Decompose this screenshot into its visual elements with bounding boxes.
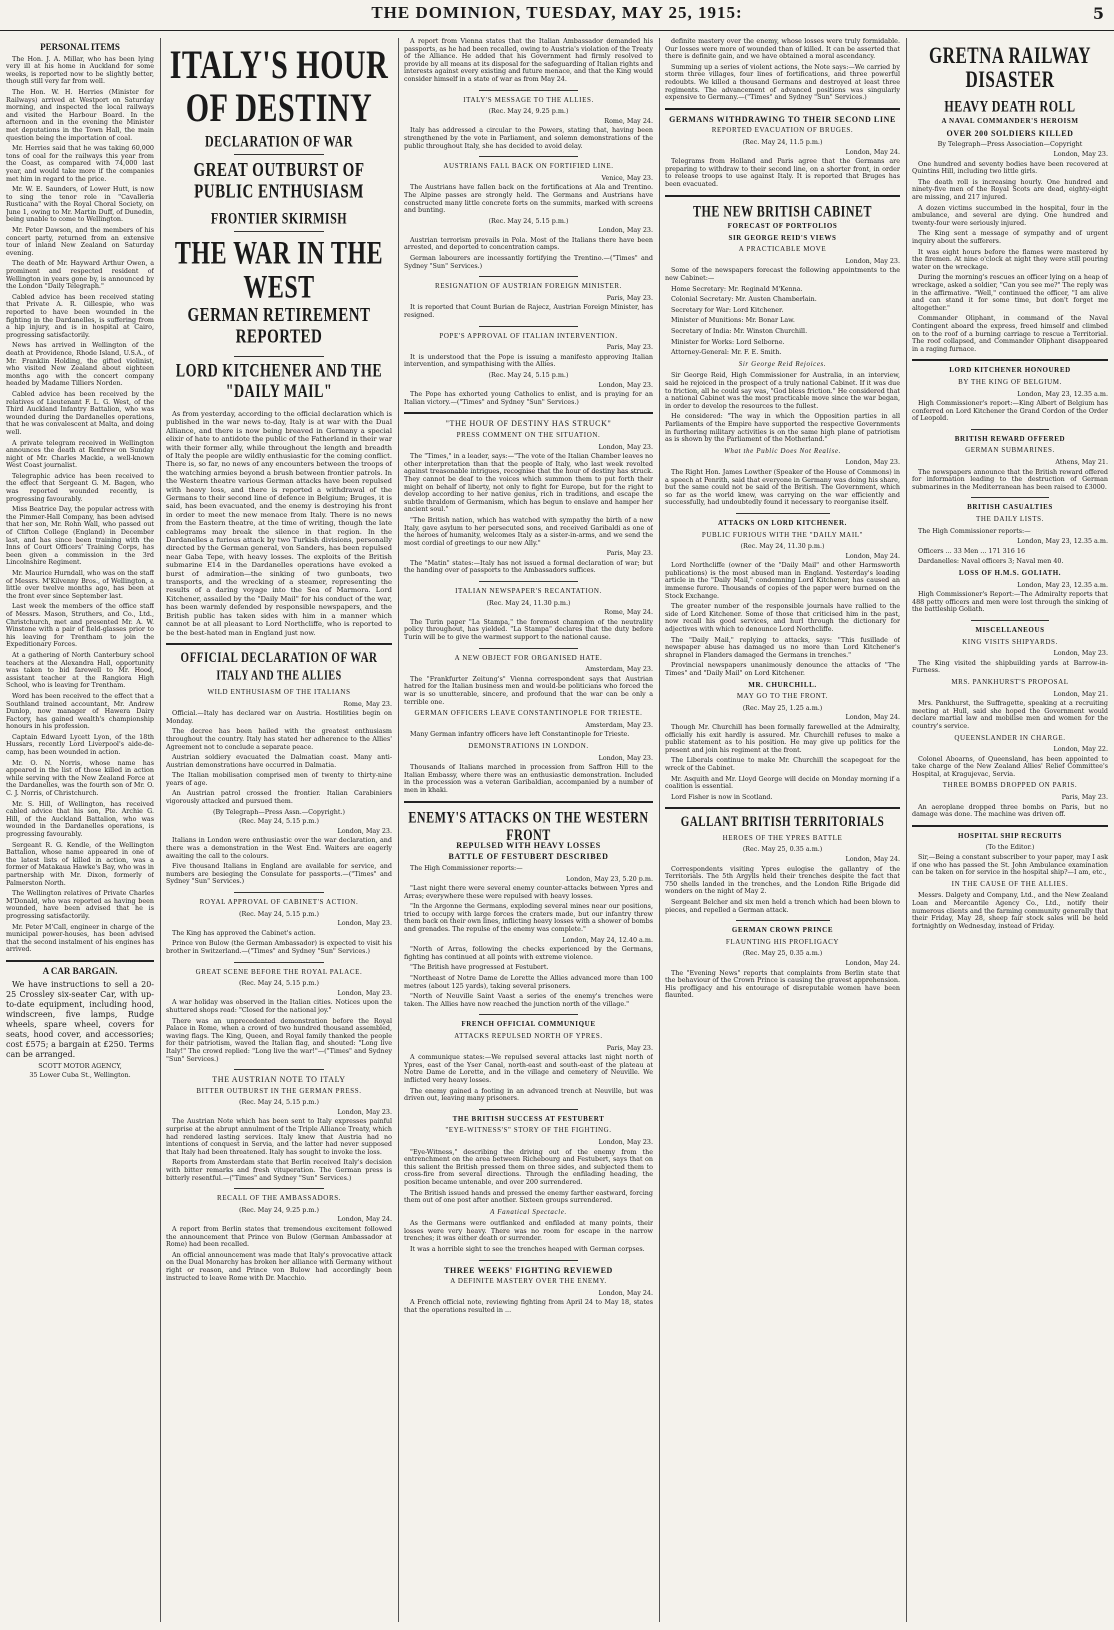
dateline: London, May 23.: [1053, 150, 1108, 159]
article-text: Sir George Reid, High Commissioner for Australia, in an interview, said he rejoiced in the prospect of a truly national Cabinet. If it was due to friction, all he could say was, "God bless friction." He considered that a national Cabinet was the most practicable move since the war began, in order to develop the resources to the fullest.: [665, 371, 900, 410]
article-text: An Austrian patrol crossed the frontier. Italian Carabiniers vigorously attacked and pursued them.: [166, 789, 392, 806]
article-text: "Northeast of Notre Dame de Lorette the Allies advanced more than 100 metres (about 125 yards), taking several prisoners.: [404, 974, 653, 990]
article-text: It is reported that Count Burian de Rajecz, Austrian Foreign Minister, has resigned.: [404, 303, 653, 320]
personal-item: Mr. S. Hill, of Wellington, has received cabled advice that his son, Pte. Archie G. Hill, of the Auckland Battalion, who was wounded in the Dardanelles operations, is progressing favourably.: [6, 799, 154, 838]
subheading: LOSS OF H.M.S. GOLIATH.: [958, 569, 1062, 577]
personal-item: Word has been received to the effect that a Southland trained accountant, Mr. Andrew Dunlop, now manager of Hawera Dairy Factory, has gained wealth's championship honours in his profession.: [6, 691, 154, 731]
column-personal-items: [6, 38, 154, 1622]
article-text: High Commissioner's Report:—The Admiralty reports that 488 petty officers and men were lost through the sinking of the battleship Goliath.: [912, 590, 1108, 614]
received-time: (Rec. May 24, 9.25 p.m.): [488, 107, 569, 116]
personal-item: The Wellington relatives of Private Charles M'Donald, who was reported as having been wounded, have been advised that he is progressing satisfactorily.: [6, 889, 154, 920]
article-text: Some of the newspapers forecast the following appointments to the new Cabinet:—: [665, 266, 900, 283]
received-time: (Rec. May 24, 5.15 p.m.): [239, 909, 319, 918]
dateline: London, May 23.: [337, 1107, 392, 1116]
subheading: RESIGNATION OF AUSTRIAN FOREIGN MINISTER.: [435, 282, 622, 291]
article-text: There was an unprecedented demonstration before the Royal Palace in Rome, when a crowd of two hundred thousand assembled, waving flags. The King, Queen, and Royal family thanked the people for their patriotism, waved the Italian flag, and shouted: "Long live Italy!" The crowd replied: "Long live the war!"—("Times" and Sydney "Sun" Services.): [166, 1016, 392, 1063]
subheading: POPE'S APPROVAL OF ITALIAN INTERVENTION.: [439, 331, 618, 340]
headline: GERMAN RETIREMENT REPORTED: [187, 304, 371, 348]
section-heading: PERSONAL ITEMS: [40, 42, 120, 52]
article-text: Italy has addressed a circular to the Powers, stating that, having been strengthened by the vote in Parliament, and solemn demonstrations of the public throughout Italy, she has decided to avoid delay.: [404, 126, 653, 150]
cabinet-appointment: Home Secretary: Mr. Reginald M'Kenna.: [671, 284, 803, 293]
article-text: The British issued hands and pressed the enemy farther eastward, forcing them out of one post after another. Sixteen groups surrendered.: [404, 1188, 653, 1205]
article-text: Commander Oliphant, in command of the Naval Contingent aboard the express, freed himself and climbed on to the roof of a burning carriage to rescue a Territorial. The roof collapsed, and Commander Oliphant disappeared in a raging furnace.: [912, 314, 1108, 353]
subheading: MISCELLANEOUS: [975, 625, 1045, 634]
subheading: LORD KITCHENER HONOURED: [949, 366, 1071, 375]
received-time: (Rec. May 24, 5.15 p.m.): [239, 817, 319, 826]
dateline: London, May 23.: [598, 442, 653, 451]
article-text: The "Daily Mail," replying to attacks, says: "This fusillade of newspaper abuse has damaged us no more than Lord Kitchener's shrapnel in Flanders damaged the Germans in trenches.": [665, 635, 900, 659]
article-text: The Turin paper "La Stampa," the foremost champion of the neutrality policy throughout, has yielded. "La Stampa" declares that the duty before Turin will be to give the warmest support to the national cause.: [404, 617, 653, 642]
article-text: Lord Northcliffe (owner of the "Daily Mail" and other Harmsworth publications) is the most abused man in England. Yesterday's leading article in the "Daily Mail," condemning Lord Kitchener, has caused an immense furore. Thousands of copies of the paper were burned on the Stock Exchange.: [665, 561, 900, 600]
article-text: One hundred and seventy bodies have been recovered at Quintins Hill, including two little girls.: [912, 159, 1108, 176]
subheading: QUEENSLANDER IN CHARGE.: [954, 733, 1066, 742]
dateline: London, May 23, 12.35 a.m.: [1017, 537, 1108, 546]
headline-gretna: GRETNA RAILWAY DISASTER: [928, 42, 1092, 93]
article-text: Reports from Amsterdam state that Berlin received Italy's decision with bitter remarks and fresh vituperation. The German press is bitterly resentful.—("Times" and Sydney "Sun" Services.): [166, 1158, 392, 1182]
received-time: (Rec. May 24, 5.15 p.m.): [488, 371, 569, 379]
article-text: The decree has been hailed with the greatest enthusiasm throughout the country. Italy has stated her adherence to the Allies' Agreement not to conclude a separate peace.: [166, 727, 392, 751]
article-text: definite mastery over the enemy, whose losses were truly formidable. Our losses were more of wounded than of killed. It can be asserted that there is definite gain, and we have obtained a moral ascendancy.: [665, 38, 900, 61]
article-text: The "Matin" states:—Italy has not issued a formal declaration of war; but the handing over of passports to the Ambassadors suffices.: [404, 558, 653, 575]
article-text: The Liberals continue to make Mr. Churchill the scapegoat for the wreck of the Cabinet.: [665, 756, 900, 772]
dateline: London, May 23.: [598, 380, 653, 389]
received-time: (Rec. May 25, 1.25 a.m.): [742, 703, 823, 712]
article-text: It was eight hours before the flames were mastered by the firemen. At nine o'clock at night they were still pouring water on the wreckage.: [912, 247, 1108, 271]
subheading: THREE WEEKS' FIGHTING REVIEWED: [444, 1265, 613, 1275]
article-text: The Right Hon. James Lowther (Speaker of the House of Commons) in a speech at Penrith, said that everyone in Germany was doing his share, but the same could not be said of the British. The Government, which so far as the world knew, was carrying on the war efficiently and successfully, had undoubtedly found it necessary to reorganise itself.: [665, 467, 900, 507]
article-text: The King has approved the Cabinet's action.: [172, 928, 316, 937]
article-text: The High Commissioner reports:—: [918, 526, 1031, 535]
dateline: London, May 23.: [337, 826, 392, 835]
headline: THE WAR IN THE WEST: [174, 236, 384, 306]
dateline: London, May 23, 5.20 p.m.: [566, 874, 653, 883]
article-text: Many German infantry officers have left Constantinople for Trieste.: [410, 730, 630, 739]
dateline: London, May 22.: [1053, 745, 1108, 754]
subheading: FORECAST OF PORTFOLIOS: [727, 222, 838, 231]
personal-item: At a gathering of North Canterbury school teachers at the Alexandra Hall, opportunity was taken to bid farewell to Mr. Hood, assistant teacher at the Rangiora High School, who is leaving for Trentham.: [6, 650, 154, 690]
headline-new-cabinet: THE NEW BRITISH CABINET: [693, 201, 872, 221]
personal-item: The Hon. W. H. Herries (Minister for Railways) arrived at Westport on Saturday morning, and inspected the local railways and visited the Harbour Board. In the afternoon and in the evening the Minister met deputations in the Town Hall, the main question being the importation of coal.: [6, 87, 154, 142]
subheading: REPULSED WITH HEAVY LOSSES: [456, 840, 601, 850]
article-text: The King visited the shipbuilding yards at Barrow-in-Furness.: [912, 658, 1108, 675]
subheading: HEROES OF THE YPRES BATTLE: [722, 833, 843, 842]
article-text: A report from Vienna states that the Italian Ambassador demanded his passports, as he had been recalled, owing to Austria's violation of the Treaty of the Alliance. He added that his Government had firmly resolved to provide by all means at its disposal for the safeguarding of Italian rights and interests against every existing and future menace, and that the King would consider himself in a state of war as from May 24.: [404, 38, 653, 83]
subheading: WILD ENTHUSIASM OF THE ITALIANS: [207, 687, 351, 696]
dateline: Rome, May 23.: [343, 699, 392, 708]
cabinet-list: [665, 286, 900, 357]
personal-item: A private telegram received in Wellington announces the death at Renfrew on Sunday night of Mr. Charles Mackie, a well-known West Coast journalist.: [6, 438, 154, 470]
dateline: London, May 23, 12.35 a.m.: [1017, 580, 1108, 589]
article-text: A war holiday was observed in the Italian cities. Notices upon the shuttered shops read: "Closed for the national joy.": [166, 998, 392, 1014]
article-text: Prince von Bulow (the German Ambassador) is expected to visit his brother in Switzerland.—("Times" and Sydney "Sun" Services.): [166, 939, 392, 955]
ad-title: A CAR BARGAIN.: [42, 965, 118, 976]
dateline: London, May 24, 12.40 a.m.: [562, 935, 653, 944]
dateline: London, May 24.: [845, 855, 900, 864]
article-text: Dardanelles: Naval officers 3; Naval men 40.: [918, 557, 1064, 566]
subheading: ATTACKS ON LORD KITCHENER.: [718, 518, 847, 527]
newspaper-title: THE DOMINION, TUESDAY, MAY 25, 1915:: [371, 3, 743, 22]
article-text: It is understood that the Pope is issuing a manifesto approving Italian intervention, and sympathising with the Allies.: [404, 352, 653, 369]
dateline: London, May 23.: [598, 226, 653, 235]
ad-signature: SCOTT MOTOR AGENCY,: [38, 1061, 122, 1070]
personal-item: The death of Mr. Hayward Arthur Owen, a prominent and respected resident of Wellington in years gone by, is announced by the London "Daily Telegraph.": [6, 259, 154, 291]
dateline: London, May 24.: [598, 1288, 653, 1297]
subheading: AUSTRIANS FALL BACK ON FORTIFIED LINE.: [443, 162, 614, 171]
subheading: BATTLE OF FESTUBERT DESCRIBED: [448, 852, 609, 862]
column-cables: [404, 38, 653, 1622]
subheading: ITALIAN NEWSPAPER'S RECANTATION.: [455, 587, 602, 596]
subheading: BITTER OUTBURST IN THE GERMAN PRESS.: [196, 1086, 362, 1095]
cabinet-appointment: Secretary of India: Mr. Winston Churchill.: [671, 327, 808, 336]
dateline: London, May 24.: [845, 551, 900, 560]
column-gretna: [912, 38, 1108, 1622]
subheading: BY THE KING OF BELGIUM.: [958, 377, 1062, 386]
dateline: Paris, May 23.: [1061, 793, 1108, 802]
subheading: A PRACTICABLE MOVE: [738, 245, 827, 254]
dateline: London, May 24.: [845, 958, 900, 967]
personal-item: Mr. Peter M'Call, engineer in charge of the municipal power-houses, has been advised that the second instalment of his engines has arrived.: [6, 922, 154, 954]
subheading: KING VISITS SHIPYARDS.: [962, 637, 1058, 646]
dateline: Paris, May 23.: [606, 1043, 653, 1052]
headline: ITALY AND THE ALLIES: [216, 669, 342, 684]
article-text: Provincial newspapers unanimously denounce the attacks of "The Times" and "Daily Mail" on Lord Kitchener.: [665, 661, 900, 677]
personal-item: Mr. Peter Dawson, and the members of his concert party, returned from an extensive tour of inland New Zealand on Saturday evening.: [6, 226, 154, 257]
subheading: A Fanatical Spectacle.: [490, 1207, 567, 1216]
subheading: BRITISH CASUALTIES: [967, 503, 1053, 512]
article-text: An aeroplane dropped three bombs on Paris, but no damage was done. The machine was driven off.: [912, 802, 1108, 819]
personal-item: Mr. Herries said that he was taking 60,000 tons of coal for the railways this year from the Coast, as compared with 74,000 last year, and would take more if the companies met him in regard to the price.: [6, 144, 154, 183]
article-text: Telegrams from Holland and Paris agree that the Germans are preparing to withdraw to their second line, on a shorter front, in order to release troops to use against Italy. It is reported that Bruges has been evacuated.: [665, 157, 900, 188]
article-text: The newspapers announce that the British reward offered for information leading to the destruction of German submarines in the Mediterranean has been raised to £3000.: [912, 467, 1108, 491]
cabinet-appointment: Colonial Secretary: Mr. Austen Chamberlain.: [671, 295, 817, 304]
article-text: A report from Berlin states that tremendous excitement followed the announcement that Prince von Bulow (German Ambassador at Rome) had been recalled.: [166, 1225, 392, 1249]
subheading: GERMAN CROWN PRINCE: [731, 926, 834, 935]
article-text: "Eye-Witness," describing the driving out of the enemy from the entrenchment on the area between Richebourg and Festubert, says that on this salient the British pressed them on three sides, and subjected them to cross-fire from several directions. Through the enfilading heading, the position became untenable, and over 200 surrendered.: [404, 1147, 653, 1186]
subheading: GREAT SCENE BEFORE THE ROYAL PALACE.: [195, 967, 363, 976]
personal-item: Sergeant R. G. Kendle, of the Wellington Battalion, whose name appeared in one of the latest lists of killed in action, was a former of Matakaua Hawke's Bay, who was in partnership with Mr. Dixon, formerly of Palmerston North.: [6, 840, 154, 887]
dateline: London, May 23.: [845, 458, 900, 467]
article-text: During the morning's rescues an officer lying on a heap of wreckage, asked a soldier, "Can you see me?" The reply was in the affirmative. "Well," continued the officer, "I am alive and can stand it for some time, but don't forget me altogether.": [912, 273, 1108, 312]
dateline: London, May 23.: [337, 988, 392, 997]
subheading: DEMONSTRATIONS IN LONDON.: [468, 741, 589, 750]
personal-item: Captain Edward Lycett Lyon, of the 18th Hussars, recently Lord Liverpool's aide-de-camp, has been wounded in action.: [6, 732, 154, 757]
dateline: London, May 21.: [1053, 689, 1108, 698]
received-time: (Rec. May 24, 11.30 p.m.): [486, 598, 571, 607]
personal-item: Cabled advice has been received by the relatives of Lieutenant F. L. G. West, of the Third Auckland Infantry Battalion, who was wounded during the Dardanelles operations, that he was convalescent at Malta, and doing well.: [6, 389, 154, 436]
subheading: BRITISH REWARD OFFERED: [954, 434, 1066, 443]
dateline: Rome, May 24.: [604, 608, 653, 617]
subheading: A DEFINITE MASTERY OVER THE ENEMY.: [450, 1277, 607, 1286]
dateline: Venice, May 23.: [601, 173, 653, 182]
article-text: "North of Neuville Saint Vaast a series of the enemy's trenches were taken. The Allies have now reached the junction north of the village.": [404, 992, 653, 1008]
column-rule: [906, 38, 907, 1622]
article-text: A French official note, reviewing fighting from April 24 to May 18, states that the operations resulted in ...: [404, 1298, 653, 1315]
article-text: Correspondents visiting Ypres eulogise the gallantry of the Territorials. The 5th Argylls held their trenches despite the fact that 750 shells landed in the trenches, and the London Rifle Brigade did wonders on the night of May 2.: [665, 864, 900, 896]
dateline: Amsterdam, May 23.: [585, 720, 653, 729]
dateline: London, May 23.: [337, 919, 392, 928]
subheading: What the Public Does Not Realise.: [723, 446, 841, 455]
cabinet-appointment: Minister of Munitions: Mr. Bonar Law.: [671, 316, 795, 325]
subheading: OVER 200 SOLDIERS KILLED: [946, 128, 1074, 138]
column-rule: [398, 38, 399, 1622]
subheading: "THE HOUR OF DESTINY HAS STRUCK": [445, 419, 612, 429]
masthead: [0, 0, 1114, 31]
received-time: (Rec. May 24, 9.25 p.m.): [239, 1205, 319, 1214]
page-number: 5: [1092, 4, 1104, 23]
article-text: Mrs. Pankhurst, the Suffragette, speaking at a recruiting meeting at Hull, said she hoped the Government would declare martial law and mobilise men and women for the country's service.: [912, 699, 1108, 730]
subheading: FRENCH OFFICIAL COMMUNIQUE: [461, 1020, 596, 1029]
subheading: THE AUSTRIAN NOTE TO ITALY: [212, 1075, 346, 1085]
headline-territorials: GALLANT BRITISH TERRITORIALS: [680, 813, 885, 831]
article-text: A communique states:—We repulsed several attacks last night north of Ypres, east of the Yser Canal, north-east and south-east of the plateau at Notre Dame de Lorette, and in the village and cemetery of Neuville. We inflicted very heavy losses.: [404, 1053, 653, 1084]
article-text: "In the Argonne the Germans, exploding several mines near our positions, tried to occupy with large forces the craters made, but our infantry threw them back on their own lines, inflicting heavy losses with a shower of bombs and grenades. The repulse of the enemy was complete.": [404, 902, 653, 934]
article-text: Though Mr. Churchill has been formally farewelled at the Admiralty, officially his exit hardly is assured. Mr. Churchill refuses to make a public statement as to his position. He may give up politics for the present and join his regiment at the front.: [665, 722, 900, 754]
subheading: ROYAL APPROVAL OF CABINET'S ACTION.: [199, 898, 359, 907]
column-rule: [160, 38, 161, 1622]
article-text: The "Times," in a leader, says:—"The vote of the Italian Chamber leaves no other interpretation than that the people of Italy, who last week revolted against treasonable intrigues, recognise that the hour of destiny has struck. They cannot be deaf to the voices which summon them to put forth their might on behalf of liberty, not only to fight for Europe, but for the right to develop according to her native genius, rich in traditions, and escape the subtle thraldom of Germanism, which has begun to enslave and hamper her ancient soul.": [404, 452, 653, 514]
personal-item: Mr. Maurice Hurndall, who was on the staff of Messrs. M'Kilvenny Bros., of Wellington, a little over twelve months ago, has been at the front ever since September last.: [6, 569, 154, 600]
subheading: (To the Editor.): [985, 843, 1035, 852]
column-italy: [166, 38, 392, 1622]
subheading: RECALL OF THE AMBASSADORS.: [216, 1194, 342, 1203]
subheading: THE BRITISH SUCCESS AT FESTUBERT: [452, 1114, 605, 1123]
headline: GREAT OUTBURST OF PUBLIC ENTHUSIASM: [193, 159, 365, 203]
subheading: MR. CHURCHILL.: [748, 680, 817, 689]
received-time: (Rec. May 24, 5.15 p.m.): [239, 1098, 319, 1107]
article-text: Mr. Asquith and Mr. Lloyd George will decide on Monday morning if a coalition is essential.: [665, 774, 900, 791]
article-text: German labourers are incessantly fortifying the Trentino.—("Times" and Sydney "Sun" Services.): [404, 254, 653, 270]
article-text: Colonel Aboarns, of Queensland, has been appointed to take charge of the New Zealand Allies' Relief Committee's Hospital, at Kragujevac, Servia.: [912, 754, 1108, 778]
article-text: The "Frankfurter Zeitung's" Vienna correspondent says that Austrian hatred for the Italian business men and would-be politicians who forced the war is so unutterable, sincere, and profound that the war can be only a terrible one.: [404, 674, 653, 706]
article-text: The death roll is increasing hourly. One hundred and ninety-five men of the Royal Scots are dead, eighty-eight are missing, and 217 injured.: [912, 177, 1108, 202]
article-text: Five thousand Italians in England are available for service, and numbers are besieging the Consulate for passports.—("Times" and Sydney "Sun" Services.): [166, 862, 392, 886]
dateline: London, May 23.: [1053, 649, 1108, 658]
subheading: SIR GEORGE REID'S VIEWS: [728, 233, 837, 242]
ad-address: 35 Lower Cuba St., Wellington.: [29, 1071, 131, 1080]
dateline: Athens, May 21.: [1055, 458, 1108, 467]
article-text: An official announcement was made that Italy's provocative attack on the Dual Monarchy has broken her alliance with Germany without right or reason, and Prince von Bulow had accordingly been instructed to leave Rome with Dr. Macchio.: [166, 1250, 392, 1282]
article-text: Summing up a series of violent actions, the Note says:—We carried by storm three villages, four lines of fortifications, and three powerful redoubts. We killed a thousand Germans and destroyed at least three regiments. The advancement of advanced positions was singularly expensive to Germany.—("Times" and Sydney "Sun" Services.): [665, 62, 900, 102]
subheading: MRS. PANKHURST'S PROPOSAL: [951, 677, 1069, 686]
article-text: "North of Arras, following the checks experienced by the Germans, fighting has continued at all points with extreme violence.: [404, 945, 653, 961]
dateline: Amsterdam, May 23.: [585, 665, 653, 674]
subheading: GERMANS WITHDRAWING TO THEIR SECOND LINE: [669, 114, 896, 124]
article-text: As the Germans were outflanked and enfiladed at many points, their losses were very heavy. There was no room for escape in the narrow trenches; it was either death or surrender.: [404, 1219, 653, 1243]
personal-item: Miss Beatrice Day, the popular actress with the Pimmer-Hall Company, has been advised that her son, Mr. Rohn Wall, who passed out of Clifton College (England) in December last, and has since been training with the Inns of Court Officers' Training Corps, has been given a commission in the 3rd Lincolnshire Regiment.: [6, 505, 154, 567]
headline: DECLARATION OF WAR: [204, 131, 354, 151]
subheading: THREE BOMBS DROPPED ON PARIS.: [942, 781, 1078, 790]
subheading: Sir George Reid Rejoices.: [738, 359, 827, 368]
article-text: The Pope has exhorted young Catholics to enlist, and is praying for an Italian victory.—("Times" and Sydney "Sun" Services.): [404, 390, 653, 406]
credit-line: By Telegraph—Press Association—Copyright: [937, 140, 1083, 149]
article-text: The enemy gained a footing in an advanced trench at Neuville, but was driven out, leaving many prisoners.: [404, 1086, 653, 1103]
subheading: HOSPITAL SHIP RECRUITS: [957, 831, 1063, 840]
personal-item: Mr. W. E. Saunders, of Lower Hutt, is now to sing the tenor role in "Cavalleria Rusticana" with the Royal Choral Society, on June 1, owing to Mr. Martin Duff, of Dunedin, being unable to come to Wellington.: [6, 185, 154, 224]
article-text: Official.—Italy has declared war on Austria. Hostilities begin on Monday.: [166, 709, 392, 725]
article-text: The "Evening News" reports that complaints from Berlin state that the behaviour of the Crown Prince is causing the gravest apprehension. His profligacy and his entourage of disreputable women have been flaunted.: [665, 968, 900, 1000]
credit-line: (By Telegraph—Press Assn.—Copyright.): [212, 807, 346, 816]
headline: LORD KITCHENER AND THE "DAILY MAIL": [175, 361, 383, 402]
received-time: (Rec. May 24, 11.5 p.m.): [742, 137, 823, 146]
subheading: MAY GO TO THE FRONT.: [736, 692, 829, 701]
article-text: The Italian mobilisation comprised men of twenty to thirty-nine years of age.: [166, 771, 392, 787]
column-cabinet: [665, 38, 900, 1622]
dateline: Paris, May 23.: [606, 293, 653, 302]
subheading: IN THE CAUSE OF THE ALLIES.: [951, 879, 1069, 888]
article-text: Italians in London were enthusiastic over the war declaration, and there was a demonstration in the West End. Waiters are eagerly awaiting the call to the colours.: [166, 836, 392, 860]
subheading: PRESS COMMENT ON THE SITUATION.: [456, 430, 601, 439]
received-time: (Rec. May 24, 5.15 p.m.): [488, 216, 569, 225]
personal-item: Telegraphic advice has been received to the effect that Sergeant G. M. Bagen, who was reported wounded recently, is progressing favourably.: [6, 471, 154, 503]
article-text: The King sent a message of sympathy and of urgent inquiry about the sufferers.: [912, 229, 1108, 245]
article-text: Sergeant Belcher and six men held a trench which had been blown to pieces, and repelled a German attack.: [665, 898, 900, 914]
article-text: Thousands of Italians marched in procession from Saffron Hill to the Italian Embassy, where there was an enthusiastic demonstration. Included in the procession was a veteran Garibaldian, accompanied by a number of men in khaki.: [404, 763, 653, 794]
dateline: London, May 23.: [845, 256, 900, 265]
article-text: The High Commissioner reports:—: [410, 863, 523, 872]
subheading: THE DAILY LISTS.: [976, 515, 1044, 524]
summary-paragraph: As from yesterday, according to the official declaration which is published in the war news to-day, Italy is at war with the Dual Alliance, and there is now being breaved in Germany a special elixir of hate to antidote the public of the Fatherland in their war with their former ally, while throughout the length and breadth of Italy the people are wildly enthusiastic for the coming conflict. There is, so far, no news of any encounters between the troops of the watching armies beyond a brush between frontier patrols. In the Western theatre various German attacks have been repulsed with heavy loss, and there is reported a withdrawal of the Germans to their second line of defence in Belgium; Bruges, it is said, has been evacuated, and the enemy is destroying his front in order to meet the new menace from Italy. There is no news from the Eastern theatre, at the time of writing, though the late cablegrams may break the silence in that region. In the Dardanelles a furious attack by two Turkish divisions, personally directed by the German general, von Sanders, has been repulsed near Gaba Tepe, with heavy losses. The exploits of the British submarine E14 in the Dardanelles operations have evoked a burst of admiration—the sinking of two gunboats, two transports, and the wrecking of a steamer, representing the results of a daring voyage into the Sea of Marmora. Lord Kitchener, assailed by the "Daily Mail" for his conduct of the war, has been warmly defended by responsible newspapers, and the British public has taken sides with him in a manner which cannot be at all pleasant to Lord Northcliffe, who is reported to be the best-hated man in England just now.: [166, 409, 392, 637]
article-text: He considered: "The way in which the Opposition parties in all Parliaments of the Empire have supported the respective Governments in furthering military activities is on the same high plane of patriotism as is shown by the Parliament of the Motherland.": [665, 412, 900, 444]
received-time: (Rec. May 25, 0.35 a.m.): [742, 949, 823, 958]
cabinet-appointment: Attorney-General: Mr. F. E. Smith.: [671, 348, 782, 357]
received-time: (Rec. May 24, 11.30 p.m.): [740, 542, 825, 551]
article-text: High Commissioner's report:—King Albert of Belgium has conferred on Lord Kitchener the Grand Cordon of the Order of Leopold.: [912, 399, 1108, 423]
cabinet-appointment: Minister for Works: Lord Selborne.: [671, 337, 785, 346]
dateline: London, May 23.: [598, 753, 653, 762]
article-text: A dozen victims succumbed in the hospital, four in the ambulance, and several are dying. One hundred and twenty-four were seriously injured.: [912, 203, 1108, 227]
article-text: "The British nation, which has watched with sympathy the birth of a new Italy, gave asylum to her persecuted sons, and received Garibaldi as one of the heroes of humanity, welcomes Italy as a sister-in-arms, and we send the most cordial of greetings to our new Ally.": [404, 515, 653, 547]
dateline: Paris, May 23.: [606, 549, 653, 558]
dateline: London, May 23, 12.35 a.m.: [1017, 389, 1108, 398]
personal-item: News has arrived in Wellington of the death at Providence, Rhode Island, U.S.A., of Mr. Franklin Holding, the gifted violinist, who visited New Zealand about eighteen months ago with the concert company headed by Madame Tilliers Norden.: [6, 341, 154, 388]
subheading: ATTACKS REPULSED NORTH OF YPRES.: [454, 1032, 603, 1040]
dateline: London, May 24.: [337, 1215, 392, 1224]
personal-items-list: [6, 56, 154, 954]
headline: FRONTIER SKIRMISH: [210, 208, 348, 228]
article-text: The greater number of the responsible journals have rallied to the side of Lord Kitchener. Some of those that criticised him in the past, now recall his good services, and hurl through the dictionary for adjectives with which to denounce Lord Northcliffe.: [665, 602, 900, 634]
dateline: Paris, May 23.: [606, 343, 653, 352]
article-text: Messrs. Dalgety and Company, Ltd., and the New Zealand Loan and Mercantile Agency Co., Ltd., notify their numerous clients and the farming community generally that their Friday, May 28, sheep fair stock sales will be held fortnightly on Wednesday, instead of Friday.: [912, 891, 1108, 930]
received-time: (Rec. May 25, 0.35 a.m.): [742, 845, 823, 854]
personal-item: Cabled advice has been received stating that Private A. R. Gillespie, who was reported to have been wounded in the fighting in the Dardanelles, is suffering from a hip injury, and is in hospital at Cairo, progressing satisfactorily.: [6, 292, 154, 339]
headline-italy-destiny: ITALY'S HOUR OF DESTINY: [169, 42, 389, 130]
article-text: Austrian terrorism prevails in Pola. Most of the Italians there have been arrested, and deported to concentration camps.: [404, 235, 653, 252]
article-text: "Last night there were several enemy counter-attacks between Ypres and Arras; everywhere these were repulsed with heavy losses.: [404, 884, 653, 900]
personal-item: The Hon. J. A. Millar, who has been lying very ill at his home in Auckland for some weeks, is reported now to be slightly better, though still very far from well.: [6, 54, 154, 86]
dateline: London, May 24.: [845, 147, 900, 156]
subheading: GERMAN OFFICERS LEAVE CONSTANTINOPLE FOR TRIESTE.: [414, 709, 643, 718]
personal-item: Mr. O. N. Norris, whose name has appeared in the list of those killed in action while serving with the New Zealand Force at the Dardanelles, was the fourth son of Mr. O. C. J. Norris, of Christchurch.: [6, 758, 154, 798]
dateline: London, May 23.: [598, 1137, 653, 1146]
article-text: Lord Fisher is now in Scotland.: [671, 792, 773, 801]
article-text: The Austrians have fallen back on the fortifications at Ala and Trentino. The Alpine passes are strongly held. The Germans and Austrians have constructed many little concrete forts on the summits, marked with screens and bunting.: [404, 183, 653, 215]
subheading: "EYE-WITNESS'S" STORY OF THE FIGHTING.: [445, 1126, 612, 1135]
dateline: Rome, May 24.: [604, 116, 653, 125]
article-text: Officers ... 33 Men ... 171 316 16: [918, 546, 1026, 555]
headline: HEAVY DEATH ROLL: [944, 96, 1076, 116]
subheading: REPORTED EVACUATION OF BRUGES.: [711, 126, 854, 135]
article-text: "The British have progressed at Festubert.: [410, 963, 549, 972]
subheading: FLAUNTING HIS PROFLIGACY: [725, 937, 840, 946]
article-text: Austrian soldiery evacuated the Dalmatian coast. Many anti-Austrian demonstrations have occurred in Dalmatia.: [166, 753, 392, 769]
personal-item: Last week the members of the office staff of Messrs. Mason, Struthers, and Co., Ltd., Christchurch, met and presented Mr. A. W. Winstone with a pair of field-glasses prior to his leaving for Trentham to join the Expeditionary Forces.: [6, 602, 154, 649]
headline-western-front: ENEMY'S ATTACKS ON THE WESTERN FRONT: [408, 807, 649, 844]
headline: OFFICIAL DECLARATION OF WAR: [180, 649, 378, 666]
cabinet-appointment: Secretary for War: Lord Kitchener.: [671, 305, 784, 314]
subheading: A NEW OBJECT FOR ORGANISED HATE.: [454, 653, 603, 662]
subheading: GERMAN SUBMARINES.: [965, 446, 1055, 455]
column-rule: [659, 38, 660, 1622]
dateline: London, May 24.: [845, 713, 900, 722]
ad-text: We have instructions to sell a 20-25 Crossley six-seater Car, with up-to-date equipment, including hood, windscreen, five lamps, Rudge wheels, spare wheel, covers for seats, hood cover, and accessories; cost £575; a bargain at £250. Terms can be arranged.: [6, 979, 154, 1059]
received-time: (Rec. May 24, 5.15 p.m.): [239, 979, 319, 988]
article-text: The Austrian Note which has been sent to Italy expresses painful surprise at the abrupt annulment of the Triple Alliance Treaty, which had rendered lasting services. Italy knew that Austria had no intentions of conquest in Servia, and the latter had never supposed that Italy had been threatened. Italy has sought to invoke the loss.: [166, 1117, 392, 1156]
subheading: A NAVAL COMMANDER'S HEROISM: [941, 117, 1079, 126]
subheading: PUBLIC FURIOUS WITH THE "DAILY MAIL": [701, 530, 864, 539]
article-text: Sir,—Being a constant subscriber to your paper, may I ask if one who has passed the St. John Ambulance examination can be taken on for service in the hospital ship?—I am, etc.,: [912, 853, 1108, 877]
article-text: It was a horrible sight to see the trenches heaped with German corpses.: [410, 1245, 645, 1254]
subheading: ITALY'S MESSAGE TO THE ALLIES.: [463, 95, 594, 104]
